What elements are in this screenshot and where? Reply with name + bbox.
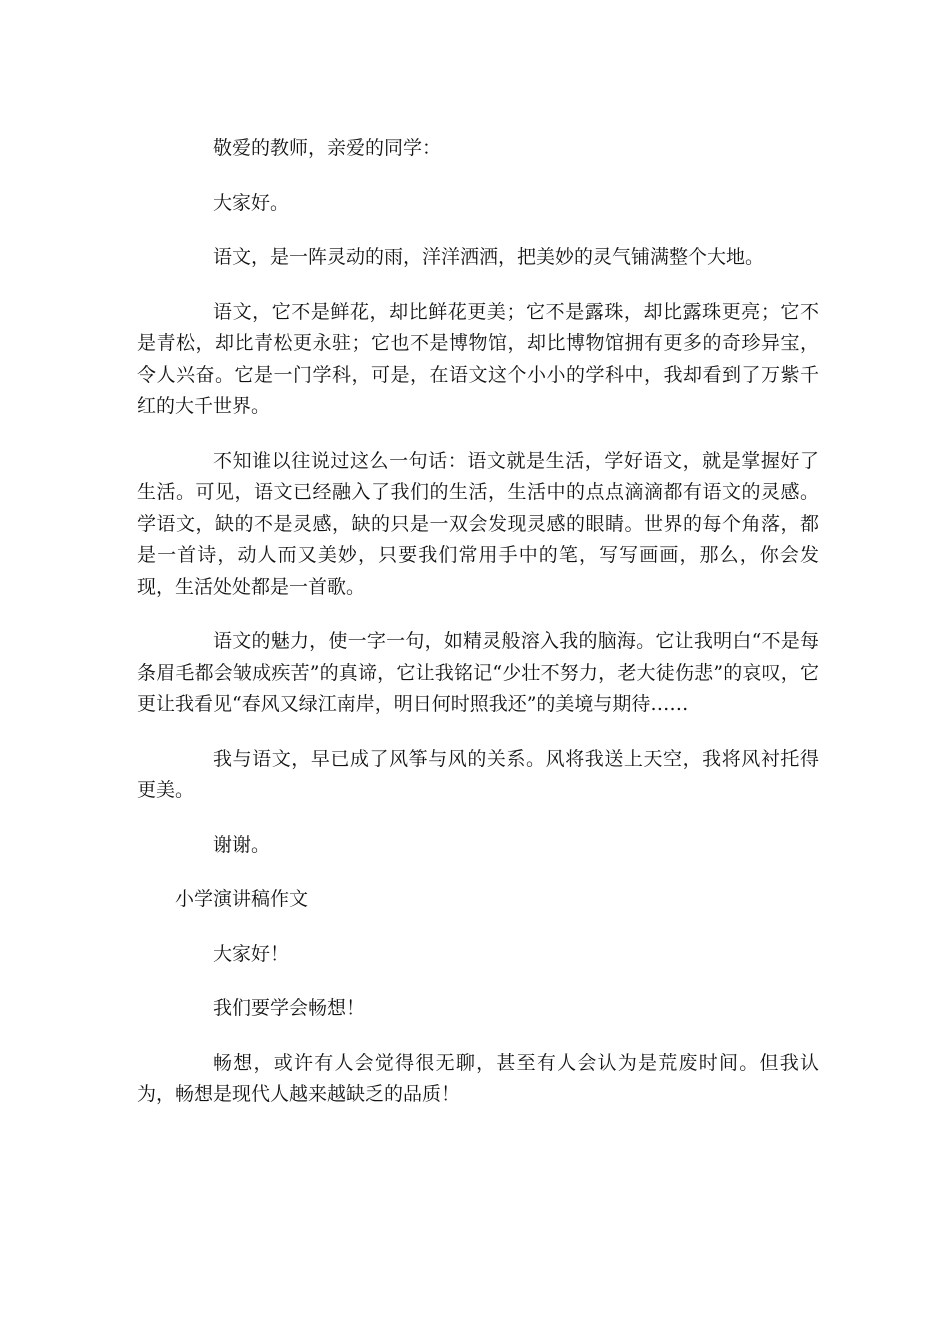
paragraph: 畅想，或许有人会觉得很无聊，甚至有人会认为是荒废时间。但我认为，畅想是现代人越来越缺乏的品质！ xyxy=(137,1051,819,1105)
paragraph: 语文，是一阵灵动的雨，洋洋洒洒，把美妙的灵气铺满整个大地。 xyxy=(213,246,765,268)
paragraph: 不知谁以往说过这么一句话：语文就是生活，学好语文，就是掌握好了生活。可见，语文已经融入了我们的生活，生活中的点点滴滴都有语文的灵感。学语文，缺的不是灵感，缺的只是一双会发现灵感的眼睛。世界的每个角落，都是一首诗，动人而又美妙，只要我们常用手中的笔，写写画画，那么，你会发现，生活处处都是一首歌。 xyxy=(137,449,819,598)
salutation: 敬爱的教师，亲爱的同学： xyxy=(213,137,442,159)
greeting: 大家好。 xyxy=(213,191,290,214)
section-title: 小学演讲稿作文 xyxy=(175,888,309,910)
paragraph: 语文的魅力，使一字一句，如精灵般溶入我的脑海。它让我明白“不是每条眉毛都会皱成疾苦”的真谛，它让我铭记“少壮不努力，老大徒伤悲”的哀叹，它更让我看见“春风又绿江南岸，明日何时照我还”的美境与期待…… xyxy=(137,630,819,715)
paragraph: 我们要学会畅想！ xyxy=(213,997,366,1019)
paragraph: 我与语文，早已成了风筝与风的关系。风将我送上天空，我将风衬托得更美。 xyxy=(137,747,819,801)
greeting: 大家好！ xyxy=(213,942,290,965)
paragraph: 语文，它不是鲜花，却比鲜花更美；它不是露珠，却比露珠更亮；它不是青松，却比青松更永驻；它也不是博物馆，却比博物馆拥有更多的奇珍异宝，令人兴奋。它是一门学科，可是，在语文这个小小的学科中，我却看到了万紫千红的大千世界。 xyxy=(137,300,819,417)
closing: 谢谢。 xyxy=(213,833,271,856)
document-body xyxy=(137,133,819,1134)
